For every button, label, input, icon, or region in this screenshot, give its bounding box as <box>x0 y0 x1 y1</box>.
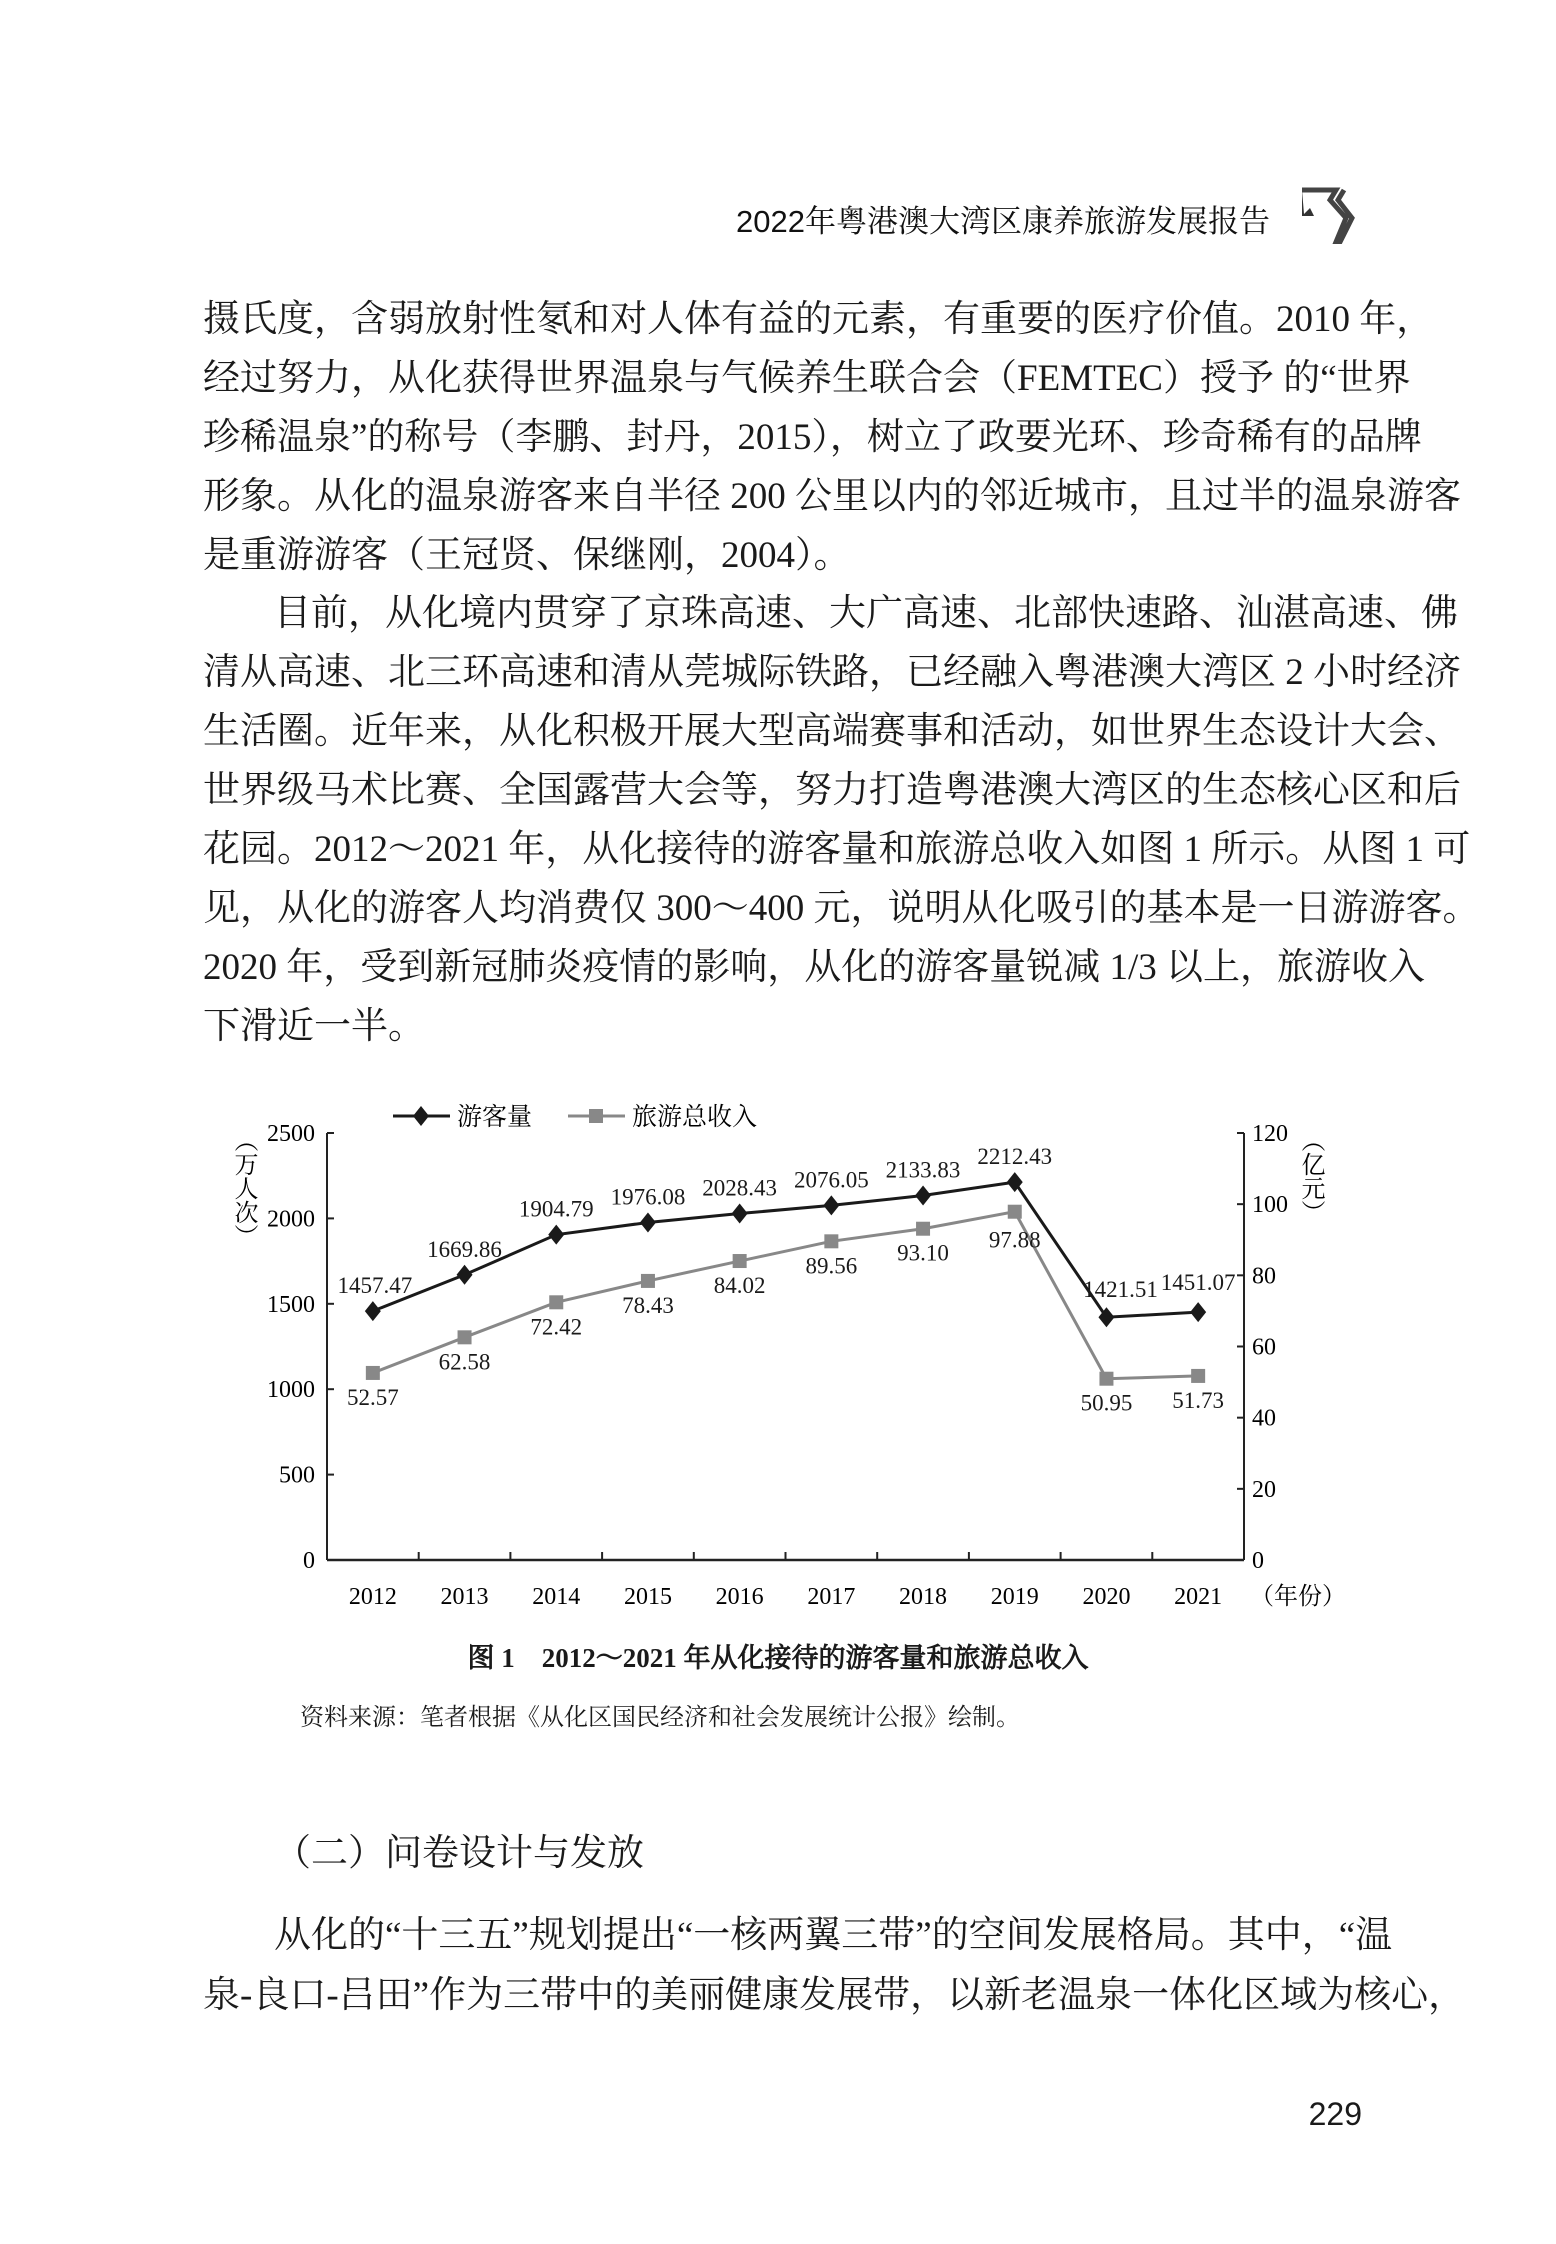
y-tick-label-right: 120 <box>1252 1121 1288 1147</box>
data-label: 2076.05 <box>793 1167 869 1193</box>
page-number: 229 <box>1308 2096 1362 2132</box>
data-label: 1669.86 <box>427 1236 502 1262</box>
paragraph-line: 是重游游客（王冠贤、保继刚，2004）。 <box>203 535 851 576</box>
x-tick-label: 2017 <box>807 1584 856 1610</box>
data-label: 1976.08 <box>610 1184 686 1210</box>
x-tick-label: 2021 <box>1174 1584 1223 1610</box>
data-label: 2133.83 <box>885 1157 961 1183</box>
x-tick-label: 2016 <box>715 1584 764 1610</box>
x-tick-label: 2015 <box>623 1584 672 1610</box>
paragraph-line: 经过努力，从化获得世界温泉与气候养生联合会（FEMTEC）授予 的“世界 <box>203 358 1411 399</box>
figure-source: 资料来源：笔者根据《从化区国民经济和社会发展统计公报》绘制。 <box>300 1705 1020 1731</box>
data-point-diamond <box>823 1195 839 1215</box>
legend-label-revenue: 旅游总收入 <box>632 1104 758 1131</box>
y-axis-title-left: （万人次） <box>230 1128 256 1248</box>
paragraph-line: 从化的“十三五”规划提出“一核两翼三带”的空间发展格局。其中，“温 <box>274 1915 1393 1956</box>
legend-diamond-icon <box>413 1106 429 1126</box>
y-tick-label-right: 0 <box>1252 1548 1264 1574</box>
data-point-square <box>824 1234 838 1248</box>
paragraph-line: 世界级马术比赛、全国露营大会等，努力打造粤港澳大湾区的生态核心区和后 <box>203 770 1461 811</box>
y-tick-label-left: 2500 <box>267 1121 315 1147</box>
data-label: 51.73 <box>1172 1387 1225 1413</box>
data-point-square <box>733 1254 747 1268</box>
section-heading: （二）问卷设计与发放 <box>274 1832 644 1873</box>
x-axis-title: （年份） <box>1250 1584 1346 1610</box>
legend-label-visitors: 游客量 <box>457 1104 533 1131</box>
paragraph-line: 2020 年，受到新冠肺炎疫情的影响，从化的游客量锐减 1/3 以上，旅游收入 <box>203 947 1426 988</box>
paragraph-line: 泉-良口-吕田”作为三带中的美丽健康发展带，以新老温泉一体化区域为核心， <box>203 1975 1466 2016</box>
running-header: 2022年粤港澳大湾区康养旅游发展报告 <box>736 204 1270 239</box>
paragraph-line: 花园。2012～2021 年，从化接待的游客量和旅游总收入如图 1 所示。从图 1 可 <box>203 829 1471 870</box>
data-point-diamond <box>457 1265 473 1285</box>
data-point-square <box>1099 1372 1113 1386</box>
data-label: 93.10 <box>897 1240 949 1266</box>
data-label: 2212.43 <box>977 1144 1053 1170</box>
data-label: 89.56 <box>805 1253 858 1279</box>
y-tick-label-right: 80 <box>1252 1263 1276 1290</box>
y-tick-label-right: 100 <box>1252 1192 1288 1219</box>
x-tick-label: 2012 <box>348 1584 397 1610</box>
data-point-square <box>1191 1369 1205 1383</box>
data-point-diamond <box>915 1186 931 1206</box>
y-tick-label-left: 500 <box>279 1462 315 1489</box>
y-tick-label-right: 20 <box>1252 1476 1276 1503</box>
data-label: 78.43 <box>622 1292 674 1318</box>
data-label: 97.88 <box>988 1227 1041 1253</box>
paragraph-line: 形象。从化的温泉游客来自半径 200 公里以内的邻近城市，且过半的温泉游客 <box>203 476 1461 517</box>
chapter-mark-icon <box>1300 186 1368 244</box>
paragraph-line: 摄氏度，含弱放射性氡和对人体有益的元素，有重要的医疗价值。2010 年， <box>203 299 1434 340</box>
paragraph-line: 见，从化的游客人均消费仅 300～400 元，说明从化吸引的基本是一日游游客。 <box>203 888 1480 929</box>
data-point-square <box>366 1366 380 1380</box>
y-tick-label-right: 60 <box>1252 1334 1276 1361</box>
y-axis-title-right: （亿元） <box>1297 1128 1323 1224</box>
paragraph-line: 生活圈。近年来，从化积极开展大型高端赛事和活动，如世界生态设计大会、 <box>203 711 1461 752</box>
data-point-square <box>1008 1205 1022 1219</box>
y-tick-label-left: 1000 <box>267 1377 315 1404</box>
legend-square-icon <box>589 1109 603 1123</box>
figure-caption: 图 1 2012～2021 年从化接待的游客量和旅游总收入 <box>467 1643 1089 1673</box>
data-label: 62.58 <box>438 1349 491 1375</box>
data-label: 50.95 <box>1080 1390 1133 1416</box>
paragraph-line: 珍稀温泉”的称号（李鹏、封丹，2015），树立了政要光环、珍奇稀有的品牌 <box>203 417 1422 458</box>
y-tick-label-right: 40 <box>1252 1405 1276 1432</box>
data-point-diamond <box>548 1225 564 1245</box>
x-tick-label: 2020 <box>1082 1584 1131 1610</box>
line-chart <box>0 1090 1556 1650</box>
x-tick-label: 2014 <box>532 1584 581 1610</box>
paragraph-line: 目前，从化境内贯穿了京珠高速、大广高速、北部快速路、汕湛高速、佛 <box>274 593 1458 634</box>
x-tick-label: 2019 <box>990 1584 1039 1610</box>
data-point-diamond <box>1190 1302 1206 1322</box>
data-point-square <box>549 1295 563 1309</box>
data-label: 1451.07 <box>1160 1270 1236 1296</box>
paragraph-line: 清从高速、北三环高速和清从莞城际铁路，已经融入粤港澳大湾区 2 小时经济 <box>203 652 1461 693</box>
data-point-diamond <box>640 1212 656 1232</box>
y-tick-label-left: 0 <box>303 1548 315 1574</box>
data-point-square <box>916 1222 930 1236</box>
data-label: 72.42 <box>530 1314 583 1340</box>
x-tick-label: 2013 <box>440 1584 489 1610</box>
y-tick-label-left: 1500 <box>267 1291 315 1318</box>
data-label: 84.02 <box>713 1273 766 1299</box>
paragraph-line: 下滑近一半。 <box>203 1006 425 1047</box>
data-point-square <box>641 1274 655 1288</box>
y-tick-label-left: 2000 <box>267 1206 315 1233</box>
data-label: 1457.47 <box>337 1273 413 1299</box>
data-label: 1904.79 <box>518 1196 594 1222</box>
data-label: 2028.43 <box>702 1175 778 1201</box>
data-point-square <box>458 1330 472 1344</box>
data-point-diamond <box>732 1204 748 1224</box>
data-label: 52.57 <box>346 1384 399 1410</box>
data-label: 1421.51 <box>1083 1277 1158 1303</box>
data-point-diamond <box>365 1301 381 1321</box>
x-tick-label: 2018 <box>899 1584 948 1610</box>
